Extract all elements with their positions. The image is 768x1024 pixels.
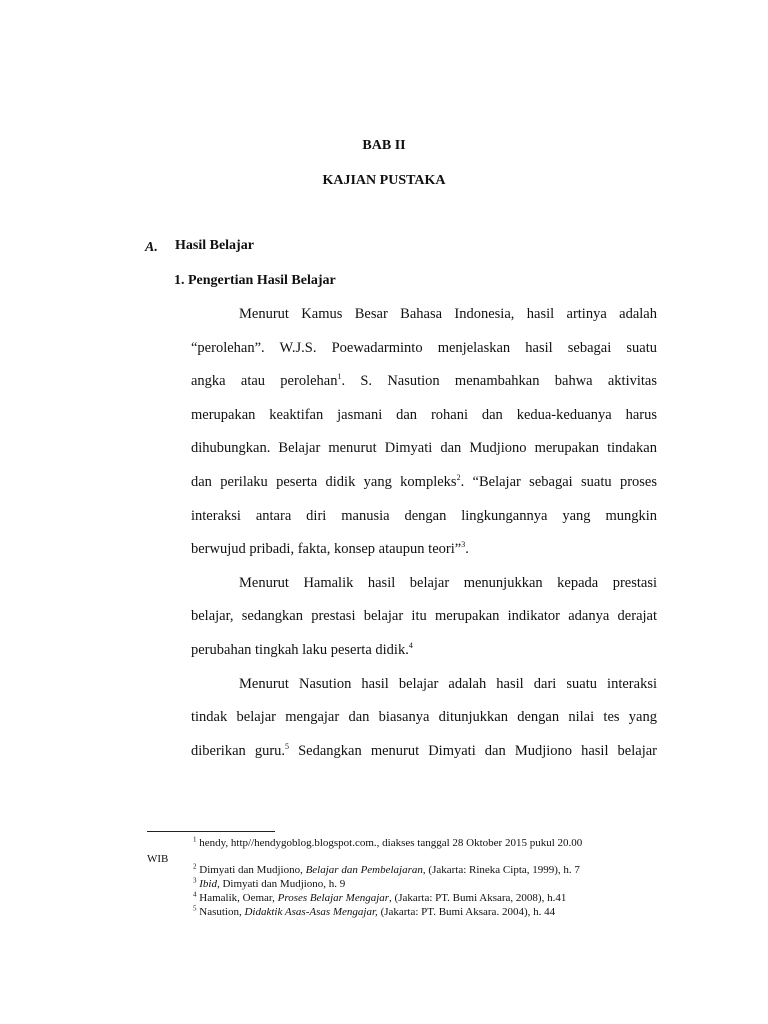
footnote-5: $^5$ Nasution, Didaktik Asas-Asas Mengajar, (Jakarta: PT. Bumi Aksara. 2004), h. 44 bbox=[193, 904, 556, 918]
footnote-2: $^2$ Dimyati dan Mudjiono, Belajar dan Pembelajaran, (Jakarta: Rineka Cipta, 1999), h. 7 bbox=[193, 862, 580, 876]
footnote-ref-4: 4 bbox=[408, 641, 413, 651]
paragraph-1-line-8: berwujud pribadi, fakta, konsep ataupun teori”$^3$. bbox=[191, 540, 469, 557]
paragraph-3-line-2: tindak belajar mengajar dan biasanya ditunjukkan dengan nilai tes yang bbox=[191, 709, 657, 725]
paragraph-2-line-1: Menurut Hamalik hasil belajar menunjukkan kepada prestasi bbox=[239, 575, 657, 591]
footnote-ref-2: 2 bbox=[456, 473, 461, 483]
paragraph-2-line-2: belajar, sedangkan prestasi belajar itu merupakan indikator adanya derajat bbox=[191, 608, 657, 624]
paragraph-2-line-3: perubahan tingkah laku peserta didik.$^4$ bbox=[191, 641, 413, 658]
paragraph-3-line-1: Menurut Nasution hasil belajar adalah hasil dari suatu interaksi bbox=[239, 676, 657, 692]
paragraph-1-line-1: Menurut Kamus Besar Bahasa Indonesia, hasil artinya adalah bbox=[239, 306, 657, 322]
chapter-number: BAB II bbox=[362, 138, 406, 153]
paragraph-3-line-3: diberikan guru.$^5$ Sedangkan menurut Dimyati dan Mudjiono hasil belajar bbox=[191, 742, 657, 759]
paragraph-1-line-4: merupakan keaktifan jasmani dan rohani dan kedua-keduanya harus bbox=[191, 407, 657, 423]
chapter-title: KAJIAN PUSTAKA bbox=[322, 173, 446, 188]
section-heading bbox=[145, 238, 254, 256]
subsection-number: 1. bbox=[174, 273, 185, 288]
paragraph-1-line-5: dihubungkan. Belajar menurut Dimyati dan Mudjiono merupakan tindakan bbox=[191, 440, 657, 456]
section-letter: A. bbox=[145, 240, 158, 255]
footnote-ref-5: 5 bbox=[285, 742, 290, 752]
subsection-heading bbox=[174, 273, 336, 289]
paragraph-1-line-6: dan perilaku peserta didik yang kompleks$^2$. “Belajar sebagai suatu proses bbox=[191, 473, 657, 490]
footnote-3: $^3$ Ibid, Dimyati dan Mudjiono, h. 9 bbox=[193, 876, 346, 890]
footnote-separator bbox=[147, 831, 275, 832]
footnote-1: $^1$ hendy, http//hendygoblog.blogspot.com., diakses tanggal 28 Oktober 2015 pukul 20.00 bbox=[193, 835, 583, 849]
footnote-ref-3: 3 bbox=[461, 540, 466, 550]
footnote-1-continuation: WIB bbox=[147, 853, 169, 865]
subsection-title: Pengertian Hasil Belajar bbox=[188, 273, 336, 288]
paragraph-1-line-3: angka atau perolehan$^1$. S. Nasution menambahkan bahwa aktivitas bbox=[191, 372, 657, 389]
paragraph-1-line-2: “perolehan”. W.J.S. Poewadarminto menjelaskan hasil sebagai suatu bbox=[191, 340, 657, 356]
footnote-ref-1: 1 bbox=[337, 372, 342, 382]
paragraph-1-line-7: interaksi antara diri manusia dengan lingkungannya yang mungkin bbox=[191, 508, 657, 524]
footnote-4: $^4$ Hamalik, Oemar, Proses Belajar Mengajar, (Jakarta: PT. Bumi Aksara, 2008), h.41 bbox=[193, 890, 567, 904]
section-title: Hasil Belajar bbox=[175, 238, 254, 253]
